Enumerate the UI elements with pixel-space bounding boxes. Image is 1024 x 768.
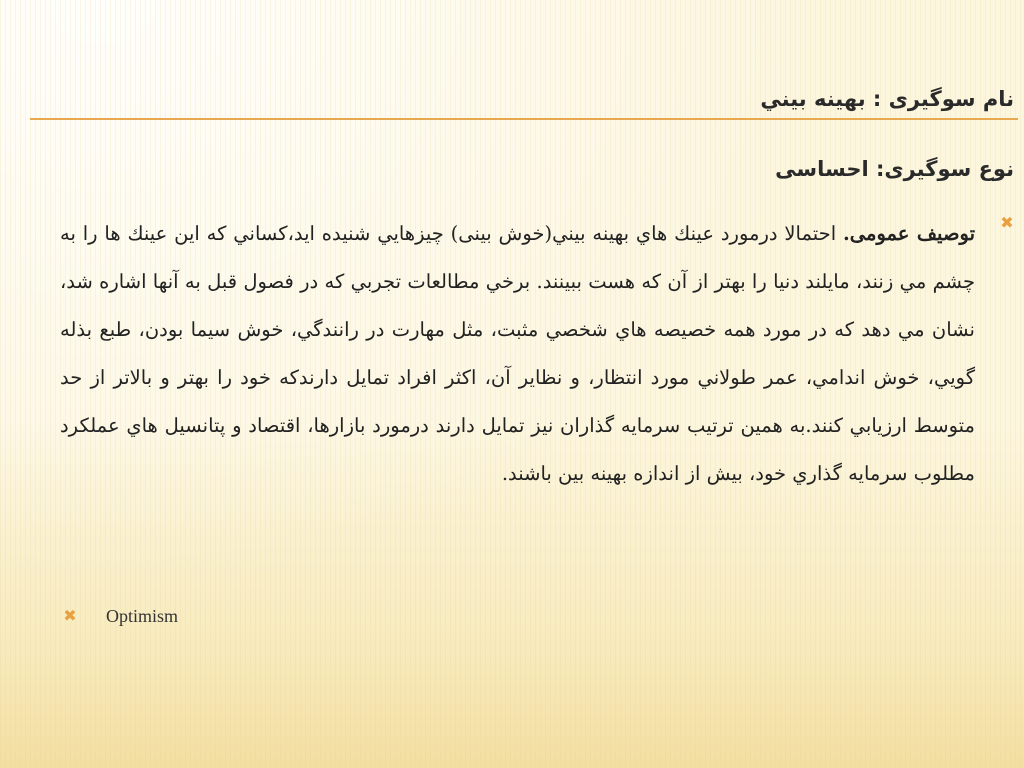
x-bullet-icon: ✖ [63, 606, 77, 625]
x-bullet-icon: ✖ [1000, 213, 1014, 232]
bullet-lead: توصیف عمومی. [842, 222, 976, 245]
slide-title: نام سوگیری : بهینه بيني [760, 87, 1014, 111]
title-divider [30, 118, 1018, 120]
slide-subtitle: نوع سوگیری: احساسی [775, 157, 1014, 181]
bullet-label: Optimism [106, 606, 179, 626]
bullet-item [60, 210, 1015, 498]
bullet-paragraph [60, 210, 975, 498]
bullet-list [60, 210, 1015, 498]
bullet-body: احتمالا درمورد عينك هاي بهينه بيني(خوش بینی) چيزهايي شنيده ايد،کساني که اين عينك ها را به چشم مي زنند، مايلند دنيا را بهتر از آن كه هست ببينند. برخي مطالعات تجربي كه در فصول قبل به آنها اشاره شد، نشان مي دهد كه در مورد همه خصيصه هاي شخصي مثبت، مثل مهارت در رانندگي، خوش سيما بودن، طبع بذله گويي، خوش اندامي، عمر طولاني مورد انتظار، و نظاير آن، اكثر افراد تمايل دارندكه خود را بهتر و بالاتر از حد متوسط ارزيابي كنند.به همین ترتیب سرمايه گذاران نيز تمايل دارند درمورد بازارها، اقتصاد و پتانسيل هاي عملكرد مطلوب سرمايه گذاري خود، بيش از اندازه بهينه بين باشند. [60, 222, 975, 485]
